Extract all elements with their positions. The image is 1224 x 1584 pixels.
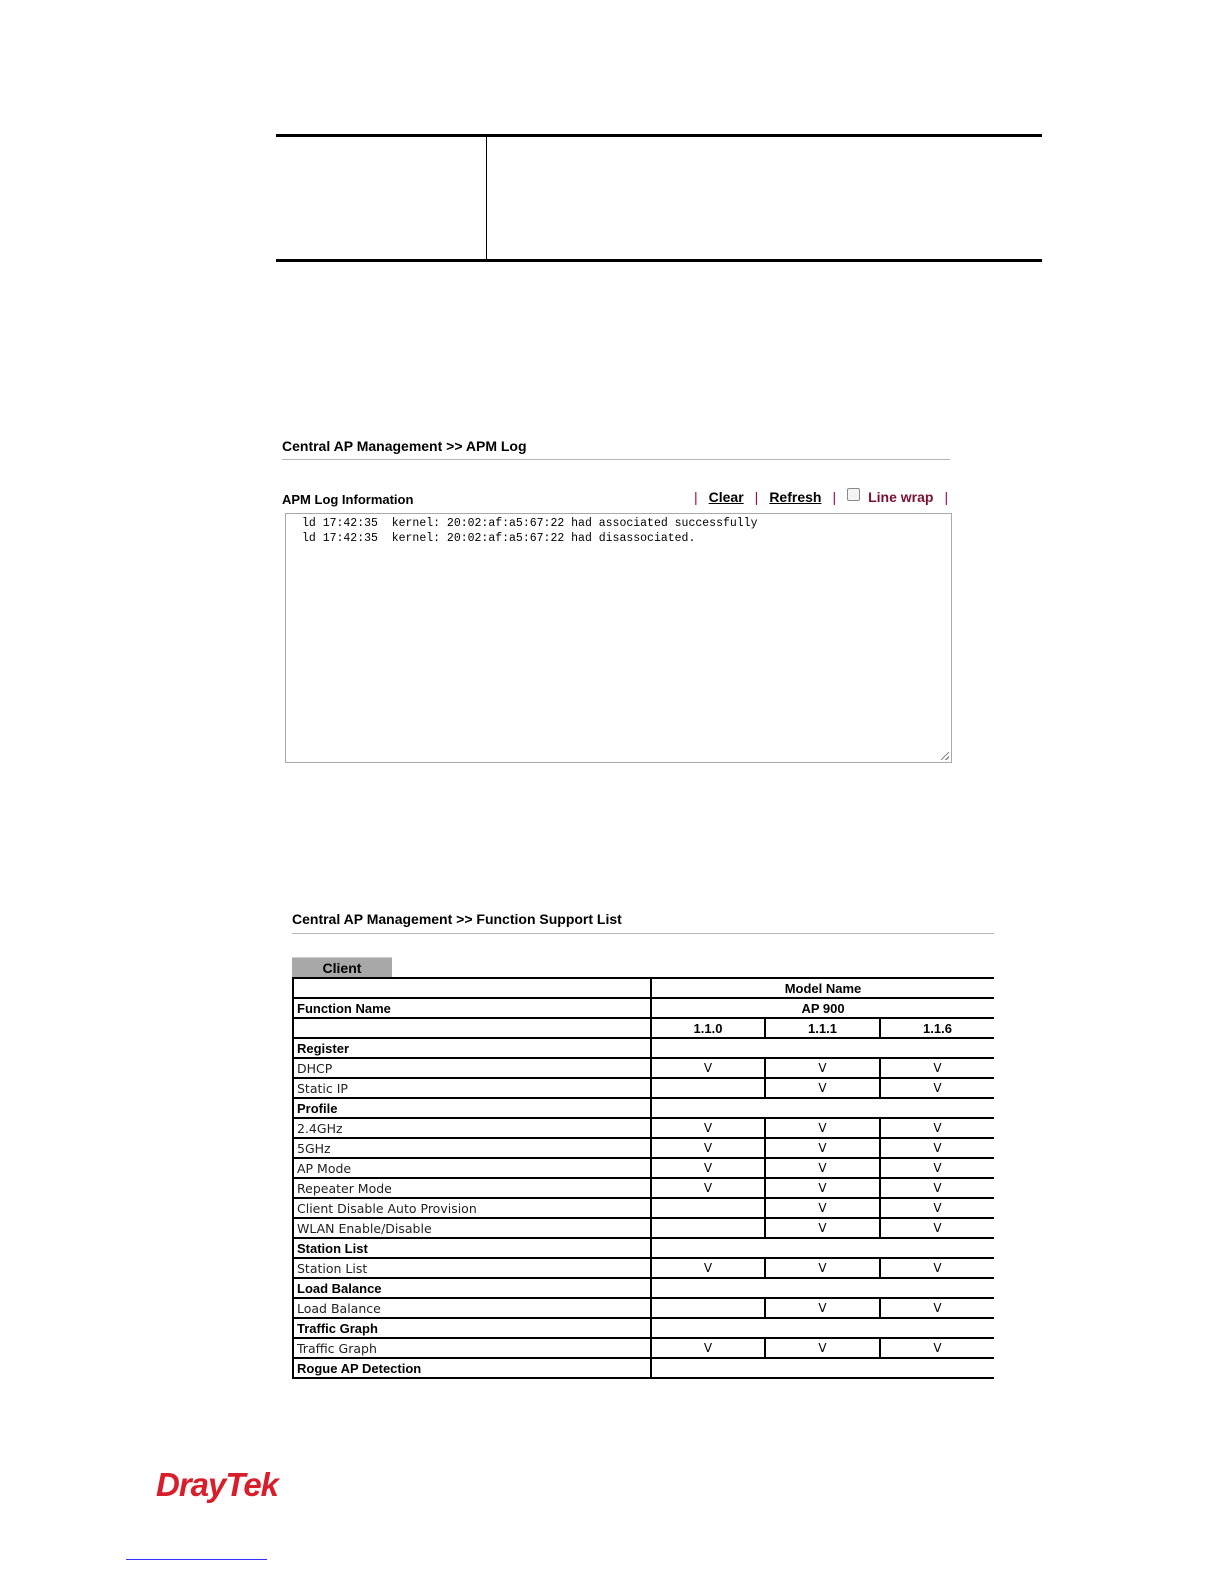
log-toolbar [683, 489, 959, 505]
support-mark: V [765, 1258, 880, 1278]
group-name: Register [293, 1038, 651, 1058]
toolbar-separator: | [832, 489, 837, 505]
function-support-rule [292, 933, 994, 934]
support-mark: V [880, 1078, 994, 1098]
support-mark: V [651, 1138, 765, 1158]
toolbar-separator: | [944, 489, 949, 505]
line-wrap-label[interactable]: Line wrap [868, 489, 934, 505]
support-mark: V [880, 1218, 994, 1238]
support-mark: V [880, 1158, 994, 1178]
resize-grip-icon[interactable] [941, 752, 949, 760]
group-row [293, 1318, 994, 1338]
support-mark: V [880, 1258, 994, 1278]
column-divider [486, 137, 487, 259]
support-mark: V [765, 1338, 880, 1358]
version-header: 1.1.1 [765, 1018, 880, 1038]
support-mark: V [765, 1218, 880, 1238]
group-blank-cell [651, 1358, 994, 1378]
function-name: Load Balance [293, 1298, 651, 1318]
header-row [293, 978, 994, 998]
support-mark: V [880, 1198, 994, 1218]
group-row [293, 1278, 994, 1298]
function-support-table [292, 977, 994, 1379]
header-row [293, 1018, 994, 1038]
function-name: Client Disable Auto Provision [293, 1198, 651, 1218]
model-header: AP 900 [651, 998, 994, 1018]
table-row [293, 1258, 994, 1278]
refresh-link[interactable]: Refresh [769, 489, 822, 505]
group-row [293, 1358, 994, 1378]
support-mark: V [651, 1178, 765, 1198]
table-row [293, 1338, 994, 1358]
support-mark: V [765, 1058, 880, 1078]
toolbar-separator: | [694, 489, 698, 505]
support-mark: V [765, 1178, 880, 1198]
group-name: Rogue AP Detection [293, 1358, 651, 1378]
table-row [293, 1058, 994, 1078]
table-fade [292, 1395, 994, 1411]
group-name: Profile [293, 1098, 651, 1118]
function-name: Repeater Mode [293, 1178, 651, 1198]
top-empty-table [276, 134, 1042, 262]
support-mark: V [765, 1078, 880, 1098]
support-mark [651, 1078, 765, 1098]
group-row [293, 1238, 994, 1258]
function-name: 5GHz [293, 1138, 651, 1158]
line-wrap-checkbox[interactable] [847, 488, 860, 501]
log-info-label: APM Log Information [282, 492, 414, 507]
version-header: 1.1.6 [880, 1018, 994, 1038]
support-mark: V [651, 1058, 765, 1078]
apm-log-breadcrumb: Central AP Management >> APM Log [282, 438, 527, 454]
group-name: Load Balance [293, 1278, 651, 1298]
support-mark: V [880, 1058, 994, 1078]
support-mark: V [651, 1338, 765, 1358]
table-row [293, 1138, 994, 1158]
group-row [293, 1038, 994, 1058]
group-blank-cell [651, 1098, 994, 1118]
table-row [293, 1078, 994, 1098]
table-row [293, 1218, 994, 1238]
support-mark: V [651, 1118, 765, 1138]
clear-link[interactable]: Clear [708, 489, 744, 505]
support-mark: V [651, 1158, 765, 1178]
group-name: Station List [293, 1238, 651, 1258]
function-name: WLAN Enable/Disable [293, 1218, 651, 1238]
support-mark: V [651, 1258, 765, 1278]
function-name-header: Function Name [293, 998, 651, 1018]
footer-link-underline[interactable] [126, 1559, 267, 1560]
group-blank-cell [651, 1038, 994, 1058]
group-blank-cell [651, 1318, 994, 1338]
log-line: ld 17:42:35 kernel: 20:02:af:a5:67:22 had disassociated. [302, 532, 696, 545]
header-blank-cell [293, 1018, 651, 1038]
table-row [293, 1118, 994, 1138]
function-name: Station List [293, 1258, 651, 1278]
draytek-logo: DrayTek [156, 1466, 279, 1503]
function-name: 2.4GHz [293, 1118, 651, 1138]
function-name: DHCP [293, 1058, 651, 1078]
support-mark [651, 1218, 765, 1238]
group-row [293, 1098, 994, 1118]
function-support-table-wrap [292, 977, 994, 1407]
group-blank-cell [651, 1238, 994, 1258]
group-blank-cell [651, 1278, 994, 1298]
log-textarea[interactable] [285, 513, 952, 763]
version-header: 1.1.0 [651, 1018, 765, 1038]
support-mark: V [765, 1198, 880, 1218]
function-name: AP Mode [293, 1158, 651, 1178]
support-mark: V [765, 1138, 880, 1158]
function-support-breadcrumb: Central AP Management >> Function Support List [292, 911, 622, 927]
table-row [293, 1178, 994, 1198]
support-mark: V [880, 1138, 994, 1158]
table-row [293, 1158, 994, 1178]
function-name: Traffic Graph [293, 1338, 651, 1358]
support-mark: V [880, 1338, 994, 1358]
toolbar-separator: | [754, 489, 759, 505]
apm-log-rule [282, 459, 950, 460]
log-line: ld 17:42:35 kernel: 20:02:af:a5:67:22 had associated successfully [302, 517, 758, 530]
table-row [293, 1198, 994, 1218]
tab-client[interactable]: Client [292, 957, 392, 978]
support-mark: V [880, 1178, 994, 1198]
model-name-header: Model Name [651, 978, 994, 998]
support-mark: V [880, 1298, 994, 1318]
support-mark [651, 1198, 765, 1218]
support-mark: V [765, 1158, 880, 1178]
header-row [293, 998, 994, 1018]
support-mark [651, 1298, 765, 1318]
support-mark: V [765, 1118, 880, 1138]
support-mark: V [765, 1298, 880, 1318]
function-name: Static IP [293, 1078, 651, 1098]
group-name: Traffic Graph [293, 1318, 651, 1338]
support-mark: V [880, 1118, 994, 1138]
header-blank-cell [293, 978, 651, 998]
table-row [293, 1298, 994, 1318]
